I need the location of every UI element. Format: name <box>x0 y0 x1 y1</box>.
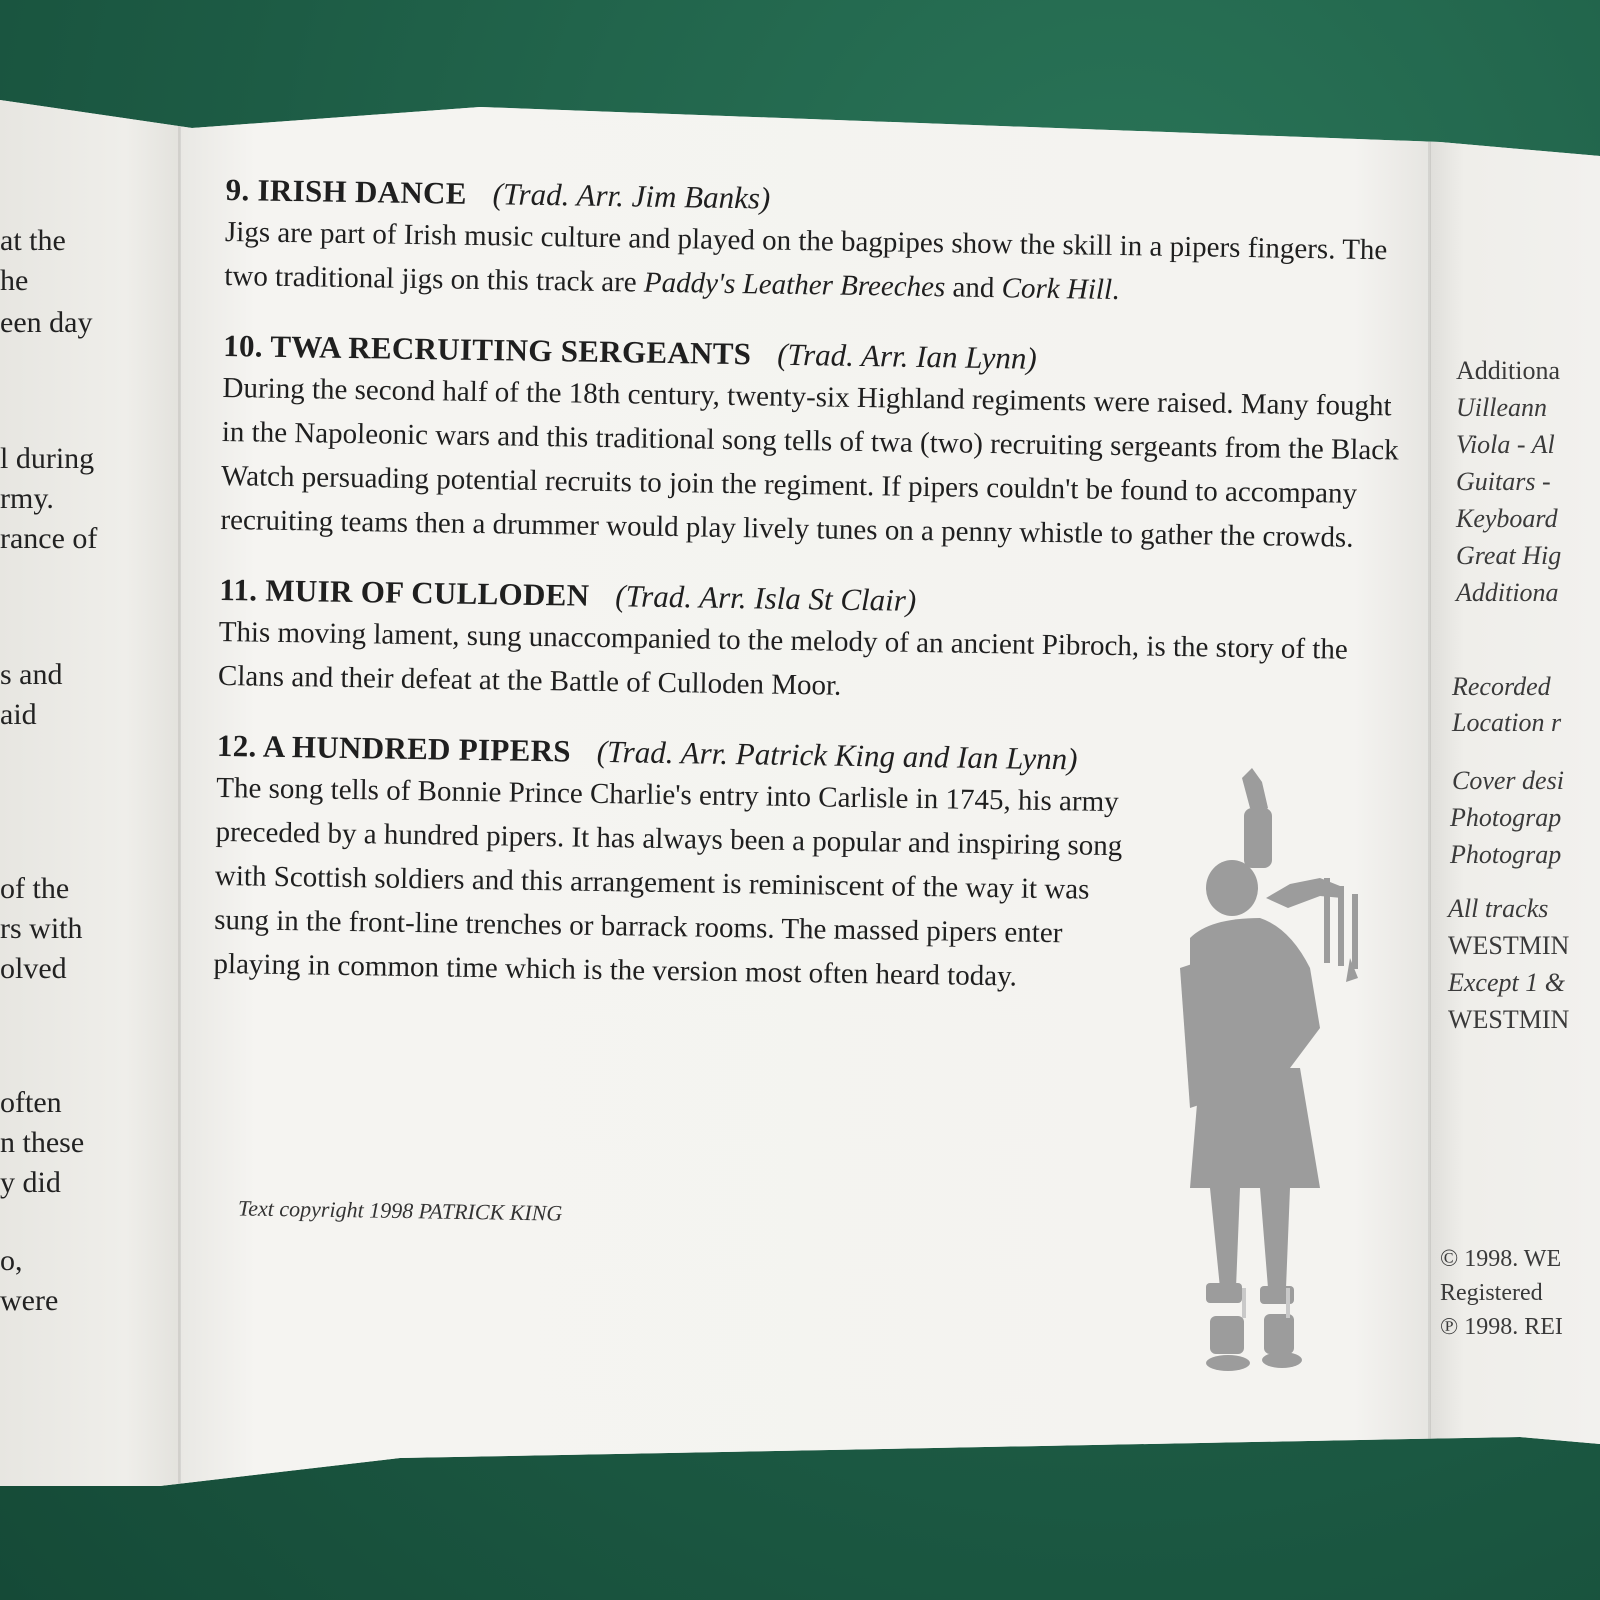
right-fragment: Viola - Al <box>1456 430 1555 459</box>
left-fragment: rance of <box>0 522 98 555</box>
track-credit: (Trad. Arr. Jim Banks) <box>492 176 771 216</box>
track-credit: (Trad. Arr. Patrick King and Ian Lynn) <box>596 733 1078 777</box>
left-fragment: n these <box>0 1126 85 1159</box>
left-fragment: at the <box>0 224 66 257</box>
right-fragment: Uilleann <box>1456 393 1547 422</box>
right-fragment: Additiona <box>1456 356 1560 385</box>
right-fragment: Except 1 & <box>1448 968 1565 997</box>
left-fragment: olved <box>0 952 67 985</box>
right-fragment: Recorded <box>1452 672 1551 701</box>
track-9 <box>224 170 1406 317</box>
right-fragment: Photograp <box>1450 803 1562 832</box>
description-text: and <box>945 271 1002 305</box>
track-description <box>224 210 1405 317</box>
right-fragment: Photograp <box>1450 840 1562 869</box>
track-11 <box>218 570 1400 717</box>
right-fragment: Registered <box>1440 1280 1543 1306</box>
right-fragment: Great Hig <box>1456 541 1562 570</box>
left-fragment: of the <box>0 872 70 905</box>
track-10 <box>220 326 1403 561</box>
track-description: This moving lament, sung unaccompanied to the melody of an ancient Pibroch, is the story of the Clans and their defeat at the Battle of Culloden Moor. <box>217 615 1349 702</box>
right-fragment: Location r <box>1452 708 1562 737</box>
track-title: 12. A HUNDRED PIPERS <box>216 727 572 769</box>
right-fragment: Additiona <box>1456 578 1559 607</box>
left-fragment: l during <box>0 442 95 475</box>
track-credit: (Trad. Arr. Isla St Clair) <box>615 578 917 618</box>
fold-line-left <box>178 100 181 1500</box>
track-title: 10. TWA RECRUITING SERGEANTS <box>222 327 752 372</box>
right-fragment: Guitars - <box>1456 467 1551 496</box>
right-fragment: Cover desi <box>1452 766 1564 795</box>
left-fragment: een day <box>0 306 93 339</box>
right-fragment: ℗ 1998. REI <box>1440 1314 1563 1340</box>
bagpiper-illustration <box>1170 768 1370 1378</box>
track-title: 9. IRISH DANCE <box>225 171 467 211</box>
text-copyright: Text copyright 1998 PATRICK KING <box>237 1195 563 1226</box>
left-fragment: y did <box>0 1166 61 1199</box>
track-title: 11. MUIR OF CULLODEN <box>219 571 590 613</box>
right-fragment: © 1998. WE <box>1440 1246 1562 1272</box>
tune-name: Cork Hill <box>1001 272 1113 306</box>
left-fragment: rs with <box>0 912 83 945</box>
right-fragment: Keyboard <box>1456 504 1558 533</box>
track-description: During the second half of the 18th century, twenty-six Highland regiments were raised. Many fought in the Napoleonic wars and this traditional song tells of twa (two) recruiting sergeants from the Black Watch persuading potential recruits to join the regiment. If pipers couldn't be found to accompany recruiting teams then a drummer would play lively tunes on a penny whistle to gather the crowds. <box>220 371 1399 554</box>
description-text: . <box>1111 273 1120 307</box>
right-fragment: WESTMIN <box>1448 1005 1570 1034</box>
left-fragment: were <box>0 1284 59 1317</box>
tune-name: Paddy's Leather Breeches <box>643 266 946 304</box>
description-text: Jigs are part of Irish music culture and played on the bagpipes show the skill in a pipers fingers. The two traditional jigs on this track are <box>224 215 1388 299</box>
left-fragment: aid <box>0 698 37 731</box>
left-fragment: s and <box>0 658 63 691</box>
left-fragment: he <box>0 264 29 297</box>
left-fragment: often <box>0 1086 62 1119</box>
left-fragment: rmy. <box>0 482 54 515</box>
track-description: The song tells of Bonnie Prince Charlie's entry into Carlisle in 1745, his army preceded by a hundred pipers. It has always been a popular and inspiring song with Scottish soldiers and this arrangement is reminiscent of the way it was sung in the front-line trenches or barrack rooms. The massed pipers enter playing in common time which is the version most often heard today. <box>213 771 1123 993</box>
track-credit: (Trad. Arr. Ian Lynn) <box>776 336 1037 376</box>
fold-line-right <box>1428 100 1431 1500</box>
right-fragment: WESTMIN <box>1448 931 1570 960</box>
left-fragment: o, <box>0 1244 23 1277</box>
right-fragment: All tracks <box>1448 894 1549 923</box>
